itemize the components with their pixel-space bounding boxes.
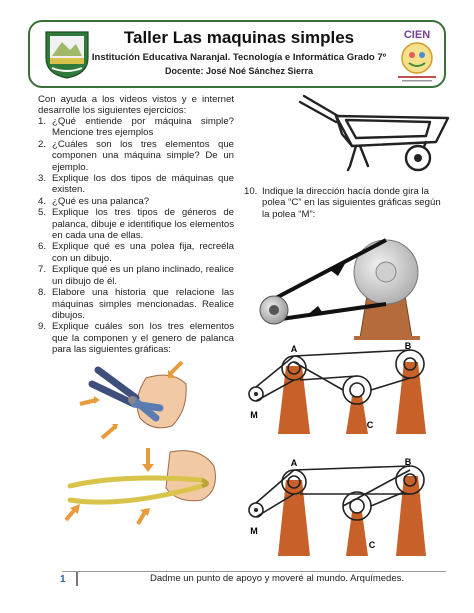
- wheelbarrow-illustration: [296, 94, 456, 176]
- exercise-item: 1. ¿Qué entiende por máquina simple? Mencione tres ejemplos: [38, 116, 234, 139]
- cien-logo: [392, 26, 442, 84]
- question-10: 10. Indique la dirección hacía donde gira la polea “C” en las siguientes gráficas según la polea “M”:: [244, 186, 441, 220]
- exercise-item: 7. Explique qué es un plano inclinado, realice un dibujo de él.: [38, 264, 234, 287]
- exercise-item: 9. Explique cuáles son los tres elementos que la componen y el genero de palanca para las siguientes gráficas:: [38, 321, 234, 356]
- pulley-label-b: B: [404, 342, 412, 351]
- exercise-item: 6. Explique qué es una polea fija, recreéla con un dibujo.: [38, 241, 234, 264]
- institution-line: Institución Educativa Naranjal. Tecnología e Informática Grado 7º: [91, 52, 387, 63]
- tongs-hand-illustration: [62, 444, 232, 526]
- belt-pulley-illustration: [244, 222, 444, 342]
- pulley-system-diagram-1: [244, 342, 444, 442]
- header-box: [28, 20, 446, 88]
- pulley-system-diagram-2: [244, 456, 444, 562]
- footer-divider: [62, 571, 446, 572]
- page-number: 1: [60, 574, 66, 585]
- pulley-label-c: C: [368, 540, 376, 550]
- pulley-label-m: M: [250, 526, 258, 536]
- pulley-label-c: C: [366, 420, 374, 430]
- pulley-label-b: B: [404, 457, 412, 467]
- page-title: Taller Las maquinas simples: [123, 28, 355, 47]
- exercise-item: 8. Elabore una historia que relacione las máquinas simples mencionadas. Realice dibujos.: [38, 287, 234, 321]
- exercise-list: [30, 116, 234, 356]
- footer-quote: Dadme un punto de apoyo y moveré al mundo. Arquímedes.: [150, 573, 405, 584]
- intro-text: Con ayuda a los videos vistos y e internet desarrolle los siguientes ejercicios:: [38, 94, 234, 117]
- pulley-label-a: A: [290, 344, 298, 354]
- cien-logo-text: CIEN: [403, 29, 431, 41]
- exercise-item: 4. ¿Qué es una palanca?: [38, 195, 150, 207]
- pulley-label-m: M: [250, 410, 258, 420]
- exercise-item: 5. Explique los tres tipos de géneros de palanca, dibuje e identifique los elementos en cada una de ellas.: [38, 207, 234, 242]
- page-number-separator: [76, 572, 78, 586]
- teacher-line: Docente: José Noé Sánchez Sierra: [164, 66, 314, 76]
- pliers-hand-illustration: [76, 356, 194, 450]
- exercise-item: 2. ¿Cuáles son los tres elementos que componen una máquina simple? De un ejemplo.: [38, 138, 234, 173]
- pulley-label-a: A: [290, 458, 298, 468]
- exercise-item: 3. Explique los dos tipos de máquinas que existen.: [38, 173, 234, 196]
